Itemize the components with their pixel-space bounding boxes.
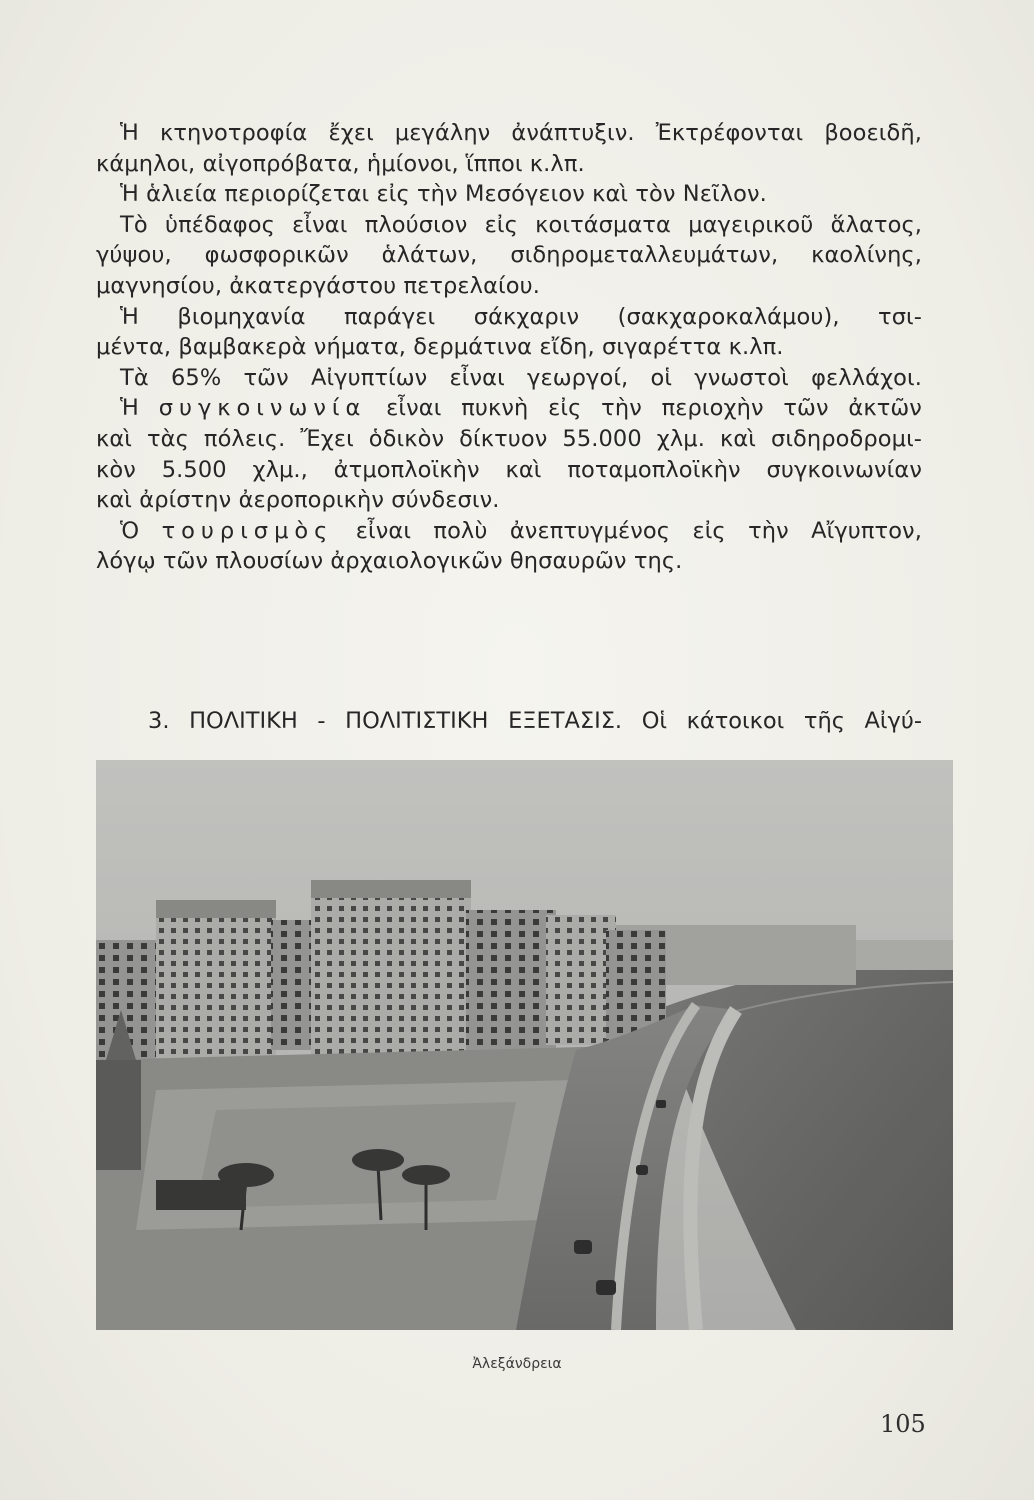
text-line: λόγῳ τῶν πλουσίων ἀρχαιολογικῶν θησαυρῶν της. <box>96 548 683 575</box>
text-line: Ἡ βιομηχανία παράγει σάκχαριν (σακχαροκαλάμου), τσι- <box>120 303 922 330</box>
text-line: γύψου, φωσφορικῶν ἁλάτων, σιδηρομεταλλευμάτων, καολίνης, <box>96 242 922 269</box>
text-line: Τὸ ὑπέδαφος εἶναι πλούσιον εἰς κοιτάσματα μαγειρικοῦ ἅλατος, <box>120 211 922 238</box>
text-line-tourism <box>96 516 922 547</box>
spaced-term-communications: συγκοινωνία <box>158 395 367 422</box>
page-number: 105 <box>880 1410 926 1438</box>
text-fragment: εἶναι πυκνὴ εἰς τὴν περιοχὴν τῶν ἀκτῶν <box>386 395 922 422</box>
text-fragment: εἶναι πολὺ ἀνεπτυγμένος εἰς τὴν Αἴγυπτον, <box>355 517 922 544</box>
text-fragment: Ὁ <box>120 517 140 544</box>
alexandria-photo <box>96 760 953 1330</box>
text-line: Τὰ 65% τῶν Αἰγυπτίων εἶναι γεωργοί, οἱ γνωστοὶ φελλάχοι. <box>120 364 922 391</box>
spaced-term-tourism: τουρισμὸς <box>161 517 334 544</box>
photo-illustration <box>96 760 953 1330</box>
text-line: καὶ ἀρίστην ἀεροπορικὴν σύνδεσιν. <box>96 487 500 514</box>
section-heading: 3. ΠΟΛΙΤΙΚΗ - ΠΟΛΙΤΙΣΤΙΚΗ ΕΞΕΤΑΣΙΣ. Οἱ κάτοικοι τῆς Αἰγύ- <box>148 708 922 734</box>
text-line: κὸν 5.500 χλμ., ἀτμοπλοϊκὴν καὶ ποταμοπλοϊκὴν συγκοινωνίαν <box>96 456 922 483</box>
text-line-communications <box>96 393 922 424</box>
text-fragment: Ἡ <box>120 395 139 422</box>
text-line: Ἡ ἁλιεία περιορίζεται εἰς τὴν Μεσόγειον καὶ τὸν Νεῖλον. <box>120 181 767 208</box>
text-line: κάμηλοι, αἰγοπρόβατα, ἡμίονοι, ἵπποι κ.λπ. <box>96 150 585 177</box>
text-line: μέντα, βαμβακερὰ νήματα, δερμάτινα εἴδη, σιγαρέττα κ.λπ. <box>96 334 784 361</box>
text-line: καὶ τὰς πόλεις. Ἔχει ὁδικὸν δίκτυον 55.000 χλμ. καὶ σιδηροδρομι- <box>96 425 922 452</box>
text-line: Ἡ κτηνοτροφία ἔχει μεγάλην ἀνάπτυξιν. Ἐκτρέφονται βοοειδῆ, <box>120 120 922 146</box>
body-text <box>96 118 922 577</box>
photo-caption: Ἀλεξάνδρεια <box>472 1356 562 1372</box>
text-line: μαγνησίου, ἀκατεργάστου πετρελαίου. <box>96 272 540 299</box>
